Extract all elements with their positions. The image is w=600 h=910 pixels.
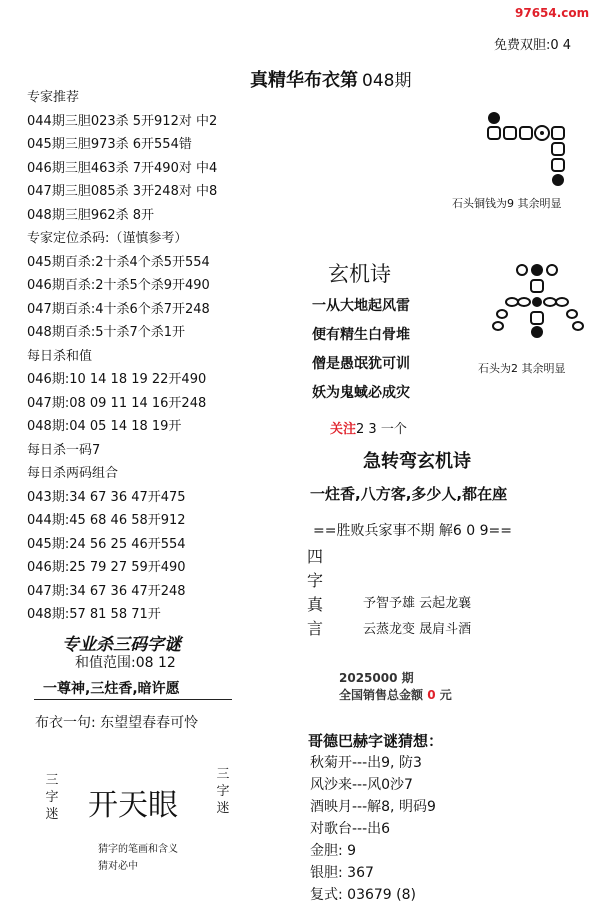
sales-label: 全国销售总金额 [339,688,424,702]
poem-line: 僧是愚氓犹可训 [312,356,410,372]
pro-three-riddle-heading: 专业杀三码字谜 [62,635,181,655]
stone-coin-figure-9 [480,108,570,188]
three-char-riddle-right: 三字迷 [216,767,230,816]
list-item: 银胆: 367 [310,865,374,881]
free-double-pick: 免费双胆:0 4 [494,38,572,53]
list-item: 047期:34 67 36 47开248 [27,583,186,599]
sales-total [339,686,452,703]
sum-range: 和值范围:08 12 [75,655,176,671]
cloth-sentence: 布衣一句: 东望望春春可怜 [35,715,199,731]
figure-caption-2: 石头为2 其余明显 [478,362,566,375]
list-item: 045期三胆973杀 6开554错 [27,137,192,152]
poem-line: 一从大地起风雷 [312,298,410,314]
sales-unit: 元 [439,688,452,702]
list-item: 046期:25 79 27 59开490 [27,560,186,575]
follow-text: 2 3 一个 [356,422,407,437]
stone-figure-2 [490,262,585,347]
open-eye-riddle: 开天眼 [88,788,178,823]
motto-char: 四 [306,547,323,566]
motto-line-2: 云蒸龙变 晟肩斗酒 [363,622,472,637]
list-item: 048期三胆962杀 8开 [27,207,155,223]
list-item: 每日杀两码组合 [27,466,119,481]
list-item: 秋菊开---出9, 防3 [310,755,422,771]
figure-caption-9: 石头铜钱为9 其余明显 [452,197,562,210]
sales-amount: 0 [427,688,436,702]
list-item: 046期百杀:2十杀5个杀9开490 [27,278,210,293]
list-item: 046期:10 14 18 19 22开490 [27,372,207,387]
brain-teaser-title: 急转弯玄机诗 [363,451,471,472]
title-text: 真精华布衣第 [250,70,358,91]
list-item: 046期三胆463杀 7开490对 中4 [27,160,218,176]
list-item: 对歌台---出6 [310,821,391,837]
list-item: 043期:34 67 36 47开475 [27,489,186,505]
issue-label: 2025000 期 [339,671,414,685]
list-item: 045期:24 56 25 46开554 [27,536,186,552]
list-item: 每日杀一码7 [27,442,101,458]
follow-line [330,418,407,437]
list-item: 045期百杀:2十杀4个杀5开554 [27,254,210,270]
list-item: 金胆: 9 [310,843,357,859]
site-watermark: 97654.com [515,6,590,20]
list-item: 每日杀和值 [27,348,93,364]
motto-line-1: 予智予雄 云起龙襄 [363,596,472,611]
victory-line: ==胜败兵家事不期 解6 0 9== [313,523,512,539]
issue-number: 048期 [362,71,412,91]
list-item: 044期:45 68 46 58开912 [27,513,186,528]
motto-char: 字 [306,571,323,590]
goldbach-riddle-list [310,752,436,906]
poem-line: 妖为鬼蜮必成灾 [312,385,410,401]
riddle-hint: 猜字的笔画和含义 [98,844,178,855]
riddle-hint-2: 猜对必中 [98,861,138,872]
list-item: 044期三胆023杀 5开912对 中2 [27,113,218,129]
list-item: 047期:08 09 11 14 16开248 [27,395,207,411]
list-item: 专家推荐 [27,90,80,105]
list-item: 风沙来---风0沙7 [310,777,413,793]
goldbach-riddle-title: 哥德巴赫字谜猜想： [308,732,444,750]
three-char-riddle-left: 三字迷 [45,773,59,822]
list-item: 复式: 03679 (8) [310,887,416,903]
list-item: 专家定位杀码:（谨慎参考） [27,231,188,246]
mystic-poem [312,292,410,408]
motto-char: 真 [306,595,323,614]
poem-line: 便有精生白骨堆 [312,327,410,343]
list-item: 048期:04 05 14 18 19开 [27,419,182,434]
list-item: 047期三胆085杀 3开248对 中8 [27,184,218,199]
incense-line: 一炷香,八方客,多少人,都在座 [310,485,508,503]
expert-recommendations [27,86,287,627]
motto-char: 言 [306,619,323,638]
list-item: 047期百杀:4十杀6个杀7开248 [27,301,210,317]
list-item: 048期:57 81 58 71开 [27,607,161,622]
blessing-line: 一尊神,三炷香,暗许愿 [43,681,180,697]
list-item: 酒映月---解8, 明码9 [310,799,436,815]
four-char-motto-label [305,545,325,641]
list-item: 048期百杀:5十杀7个杀1开 [27,325,186,340]
divider [34,699,232,700]
follow-label: 关注 [330,422,357,437]
mystic-poem-title: 玄机诗 [328,262,391,286]
